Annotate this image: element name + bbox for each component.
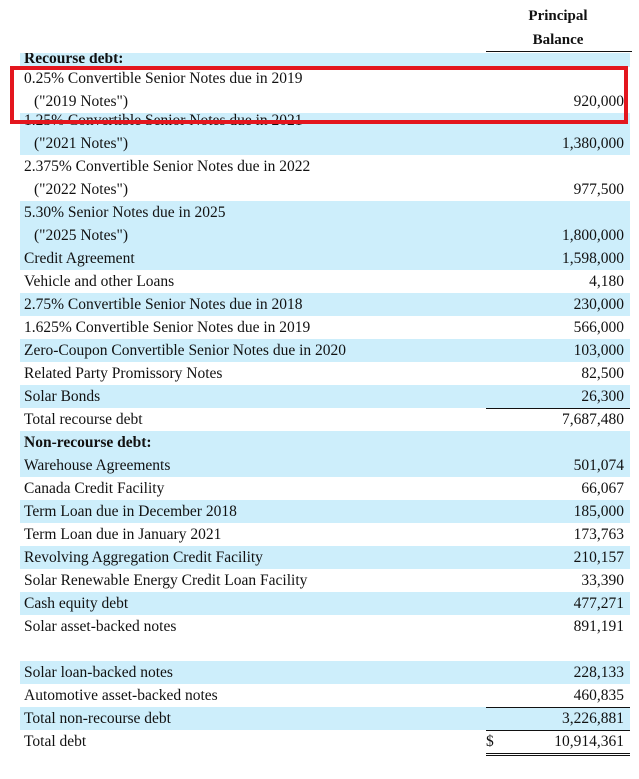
row-amount: 1,800,000 <box>562 227 624 244</box>
row-amount: 501,074 <box>573 457 624 474</box>
table-row <box>20 67 630 113</box>
row-label: Vehicle and other Loans <box>24 273 175 290</box>
row-label: Credit Agreement <box>24 250 135 267</box>
row-amount: 566,000 <box>573 319 624 336</box>
recourse-heading-row <box>20 53 630 67</box>
row-amount: 1,380,000 <box>562 135 624 152</box>
row-label: Total non-recourse debt <box>24 710 171 727</box>
row-label: 0.25% Convertible Senior Notes due in 2019 <box>24 70 303 87</box>
row-amount: 103,000 <box>573 342 624 359</box>
table-row <box>20 684 630 707</box>
row-label: 2.375% Convertible Senior Notes due in 2022 <box>24 158 311 175</box>
row-amount: 460,835 <box>573 687 624 704</box>
row-label: Cash equity debt <box>24 595 129 612</box>
table-row <box>20 569 630 592</box>
row-label: Solar loan-backed notes <box>24 664 173 681</box>
row-amount: 230,000 <box>573 296 624 313</box>
table-row <box>20 339 630 362</box>
row-label: Solar Bonds <box>24 388 101 405</box>
table-row <box>20 546 630 569</box>
row-label: 1.625% Convertible Senior Notes due in 2019 <box>24 319 311 336</box>
table-row <box>20 293 630 316</box>
row-label-sub: ("2021 Notes") <box>34 135 129 152</box>
table-row <box>20 523 630 546</box>
row-label: Revolving Aggregation Credit Facility <box>24 549 263 566</box>
row-label: 5.30% Senior Notes due in 2025 <box>24 204 226 221</box>
row-amount: 185,000 <box>573 503 624 520</box>
row-amount: 210,157 <box>573 549 624 566</box>
row-label: Warehouse Agreements <box>24 457 171 474</box>
currency-symbol: $ <box>486 733 494 750</box>
row-label: Total recourse debt <box>24 411 143 428</box>
row-amount: 82,500 <box>581 365 624 382</box>
table-row <box>20 454 630 477</box>
table-row <box>20 385 630 408</box>
row-label-sub: ("2025 Notes") <box>34 227 129 244</box>
table-row <box>20 247 630 270</box>
row-amount: 228,133 <box>573 664 624 681</box>
row-amount: 1,598,000 <box>562 250 624 267</box>
table-row <box>20 362 630 385</box>
table-row <box>20 316 630 339</box>
total-recourse-row <box>20 408 630 431</box>
row-amount: 173,763 <box>573 526 624 543</box>
row-amount: 977,500 <box>573 181 624 198</box>
table-row <box>20 155 630 201</box>
row-amount: 891,191 <box>573 618 624 635</box>
row-amount: 7,687,480 <box>562 411 624 428</box>
row-amount: 26,300 <box>581 388 624 405</box>
row-label: Term Loan due in December 2018 <box>24 503 237 520</box>
header-underline <box>486 51 632 52</box>
table-row <box>20 201 630 247</box>
table-row <box>20 270 630 293</box>
row-label: Term Loan due in January 2021 <box>24 526 222 543</box>
row-amount: 66,067 <box>581 480 624 497</box>
row-label: 2.75% Convertible Senior Notes due in 2018 <box>24 296 303 313</box>
row-label: Related Party Promissory Notes <box>24 365 223 382</box>
table-row <box>20 615 630 638</box>
column-header-line1: Principal <box>528 8 588 24</box>
row-label: Solar asset-backed notes <box>24 618 177 635</box>
row-label: Total debt <box>24 733 87 750</box>
row-label: Canada Credit Facility <box>24 480 165 497</box>
row-amount: 10,914,361 <box>554 733 624 750</box>
nonrecourse-heading: Non-recourse debt: <box>24 434 152 451</box>
row-label-sub: ("2022 Notes") <box>34 181 129 198</box>
table-row <box>20 500 630 523</box>
row-label-sub: ("2019 Notes") <box>34 93 129 110</box>
row-amount: 33,390 <box>581 572 624 589</box>
total-debt-row <box>20 730 630 753</box>
column-header-line2: Balance <box>532 32 584 48</box>
recourse-heading: Recourse debt: <box>24 53 124 67</box>
total-nonrecourse-row <box>20 707 630 730</box>
row-label: 1.25% Convertible Senior Notes due in 2021 <box>24 112 303 129</box>
spacer-row <box>20 638 630 661</box>
table-row <box>20 113 630 155</box>
row-amount: 920,000 <box>573 93 624 110</box>
table-row <box>20 477 630 500</box>
table-row <box>20 592 630 615</box>
row-amount: 4,180 <box>589 273 624 290</box>
table-row <box>20 661 630 684</box>
row-label: Solar Renewable Energy Credit Loan Facility <box>24 572 308 589</box>
row-amount: 3,226,881 <box>562 710 624 727</box>
row-label: Zero-Coupon Convertible Senior Notes due in 2020 <box>24 342 347 359</box>
nonrecourse-heading-row <box>20 431 630 454</box>
row-label: Automotive asset-backed notes <box>24 687 218 704</box>
debt-table <box>20 53 630 753</box>
column-header <box>486 4 630 52</box>
row-amount: 477,271 <box>573 595 624 612</box>
